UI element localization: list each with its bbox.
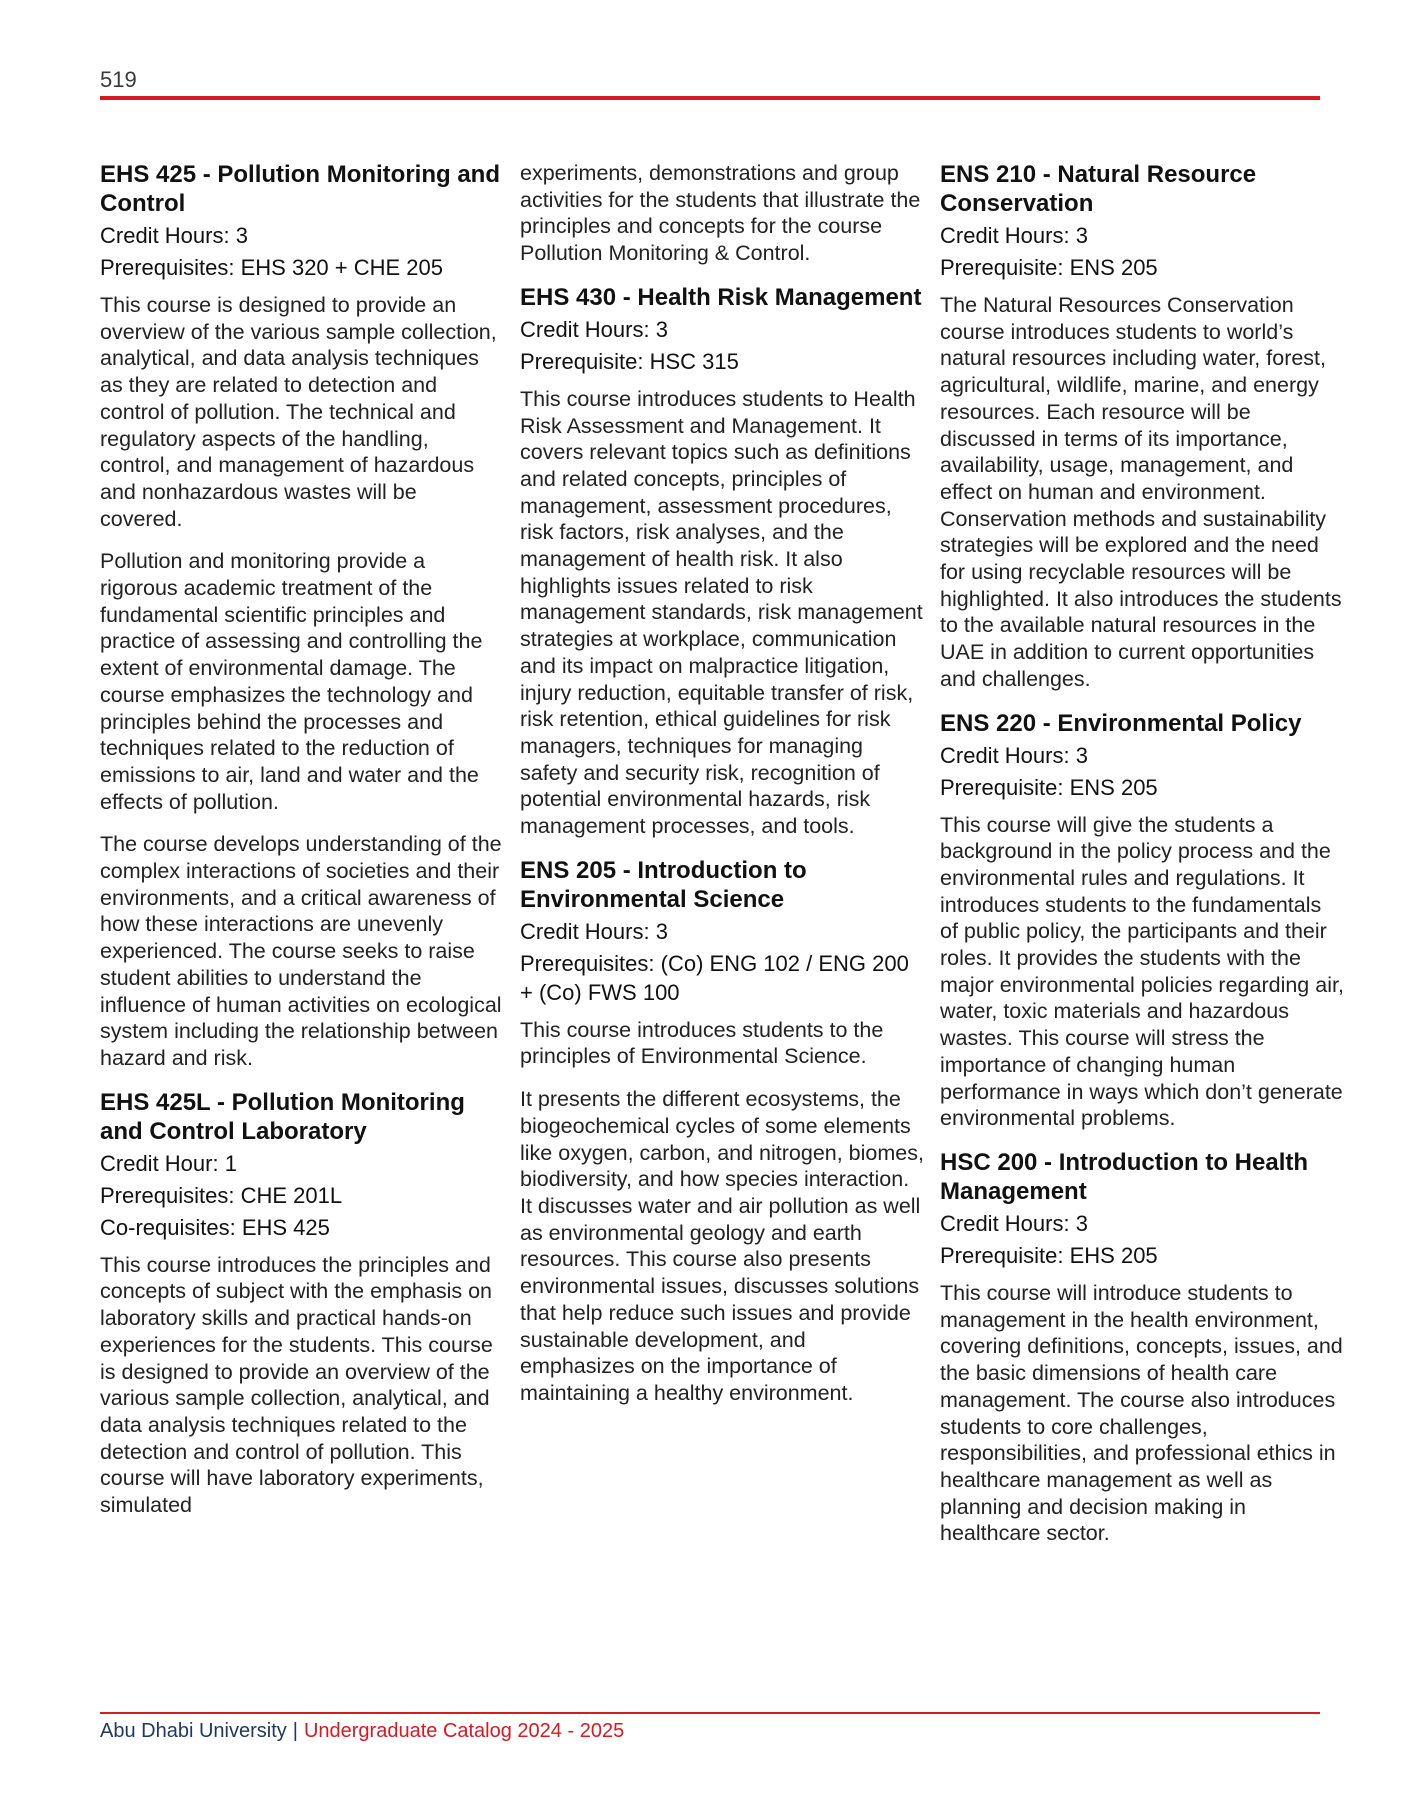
course-hsc-200 <box>940 1148 1345 1547</box>
course-title: EHS 430 - Health Risk Management <box>520 283 922 311</box>
footer-org: Abu Dhabi University <box>100 1720 287 1742</box>
course-title: HSC 200 - Introduction to Health Management <box>940 1148 1309 1205</box>
course-description: This course is designed to provide an overview of the various sample collection, analytical, and data analysis techniques as they are related to detection and control of pollution. The technical and regulatory aspects of the handling, control, and management of hazardous and nonhazardous wastes will be covered. <box>100 293 497 531</box>
column-1 <box>100 160 505 1535</box>
course-description: This course introduces students to the principles of Environmental Science. <box>520 1017 884 1069</box>
credit-hours: Credit Hours: 3 <box>940 223 1088 248</box>
course-ehs-430 <box>520 283 925 840</box>
prerequisites: Prerequisites: EHS 320 + CHE 205 <box>100 255 444 280</box>
course-ehs-425 <box>100 160 505 1072</box>
prerequisites: Prerequisites: CHE 201L <box>100 1182 343 1208</box>
course-description: It presents the different ecosystems, the biogeochemical cycles of some elements like oxygen, carbon, and nitrogen, biomes, biodiversity, and how species interaction. It discusses water and air pollution as well as environmental geology and earth resources. This course also presents environmental issues, discusses solutions that help reduce such issues and provide sustainable development, and emphasizes on the importance of maintaining a healthy environment. <box>520 1087 924 1405</box>
course-description-continued: experiments, demonstrations and group activities for the students that illustrate the principles and concepts for the course Pollution Monitoring & Control. <box>520 161 921 266</box>
footer-separator: | <box>292 1720 298 1742</box>
prerequisites: Prerequisite: ENS 205 <box>940 255 1158 280</box>
footer-catalog-title: Undergraduate Catalog 2024 - 2025 <box>303 1720 625 1742</box>
course-ens-210 <box>940 160 1345 693</box>
header-rule <box>100 96 1320 100</box>
course-description: This course introduces the principles and concepts of subject with the emphasis on laboratory skills and practical hands-on experiences for the students. This course is designed to provide an overview of the various sample collection, analytical, and data analysis techniques related to the detection and control of pollution. This course will have laboratory experiments, simulated <box>100 1252 493 1518</box>
course-description: The course develops understanding of the complex interactions of societies and their environments, and a critical awareness of how these interactions are unevenly experienced. The course seeks to raise student abilities to understand the influence of human activities on ecological system including the relationship between hazard and risk. <box>100 832 502 1070</box>
course-ens-205 <box>520 856 925 1407</box>
prerequisites: Prerequisites: (Co) ENG 102 / ENG 200 + (Co) FWS 100 <box>520 950 909 1005</box>
column-2 <box>520 160 925 1423</box>
credit-hours: Credit Hours: 3 <box>520 316 668 342</box>
course-description: The Natural Resources Conservation course introduces students to world’s natural resources including water, forest, agricultural, wildlife, marine, and energy resources. Each resource will be discussed in terms of its importance, availability, usage, management, and effect on human and environment. Conservation methods and sustainability strategies will be explored and the need for using recyclable resources will be highlighted. It also introduces the students to the available natural resources in the UAE in addition to current opportunities and challenges. <box>940 293 1342 691</box>
course-title: ENS 205 - Introduction to Environmental Science <box>520 856 807 913</box>
course-ehs-425l <box>100 1088 505 1519</box>
course-description: Pollution and monitoring provide a rigorous academic treatment of the fundamental scientific principles and practice of assessing and controlling the extent of environmental damage. The course emphasizes the technology and principles behind the processes and techniques related to the reduction of emissions to air, land and water and the effects of pollution. <box>100 549 483 814</box>
course-title: ENS 210 - Natural Resource Conservation <box>940 161 1257 217</box>
credit-hours: Credit Hour: 1 <box>100 1150 237 1176</box>
prerequisites: Prerequisite: ENS 205 <box>940 774 1158 800</box>
column-3 <box>940 160 1345 1563</box>
footer-rule <box>100 1712 1320 1714</box>
credit-hours: Credit Hours: 3 <box>940 1210 1088 1236</box>
page-number: 519 <box>100 67 137 92</box>
footer <box>100 1720 624 1743</box>
course-description: This course introduces students to Health Risk Assessment and Management. It covers relevant topics such as definitions and related concepts, principles of management, assessment procedures, risk factors, risk analyses, and the management of health risk. It also highlights issues related to risk management standards, risk management strategies at workplace, communication and its impact on malpractice litigation, injury reduction, equitable transfer of risk, risk retention, ethical guidelines for risk managers, techniques for managing safety and security risk, recognition of potential environmental hazards, risk management processes, and tools. <box>520 386 923 839</box>
course-ens-220 <box>940 709 1345 1132</box>
course-description: This course will introduce students to management in the health environment, covering definitions, concepts, issues, and the basic dimensions of health care management. The course also introduces students to core challenges, responsibilities, and professional ethics in healthcare management as well as planning and decision making in healthcare sector. <box>940 1280 1343 1546</box>
corequisites: Co-requisites: EHS 425 <box>100 1214 330 1240</box>
prerequisites: Prerequisite: HSC 315 <box>520 348 739 374</box>
credit-hours: Credit Hours: 3 <box>520 918 668 944</box>
course-title: EHS 425L - Pollution Monitoring and Control Laboratory <box>100 1088 465 1145</box>
prerequisites: Prerequisite: EHS 205 <box>940 1242 1158 1268</box>
course-title: EHS 425 - Pollution Monitoring and Control <box>100 161 500 217</box>
course-description: This course will give the students a background in the policy process and the environmental rules and regulations. It introduces students to the fundamentals of public policy, the participants and their roles. It provides the students with the major environmental policies regarding air, water, toxic materials and hazardous wastes. This course will stress the importance of changing human performance in ways which don’t generate environmental problems. <box>940 812 1344 1131</box>
credit-hours: Credit Hours: 3 <box>100 223 248 248</box>
course-title: ENS 220 - Environmental Policy <box>940 709 1302 737</box>
credit-hours: Credit Hours: 3 <box>940 742 1088 768</box>
